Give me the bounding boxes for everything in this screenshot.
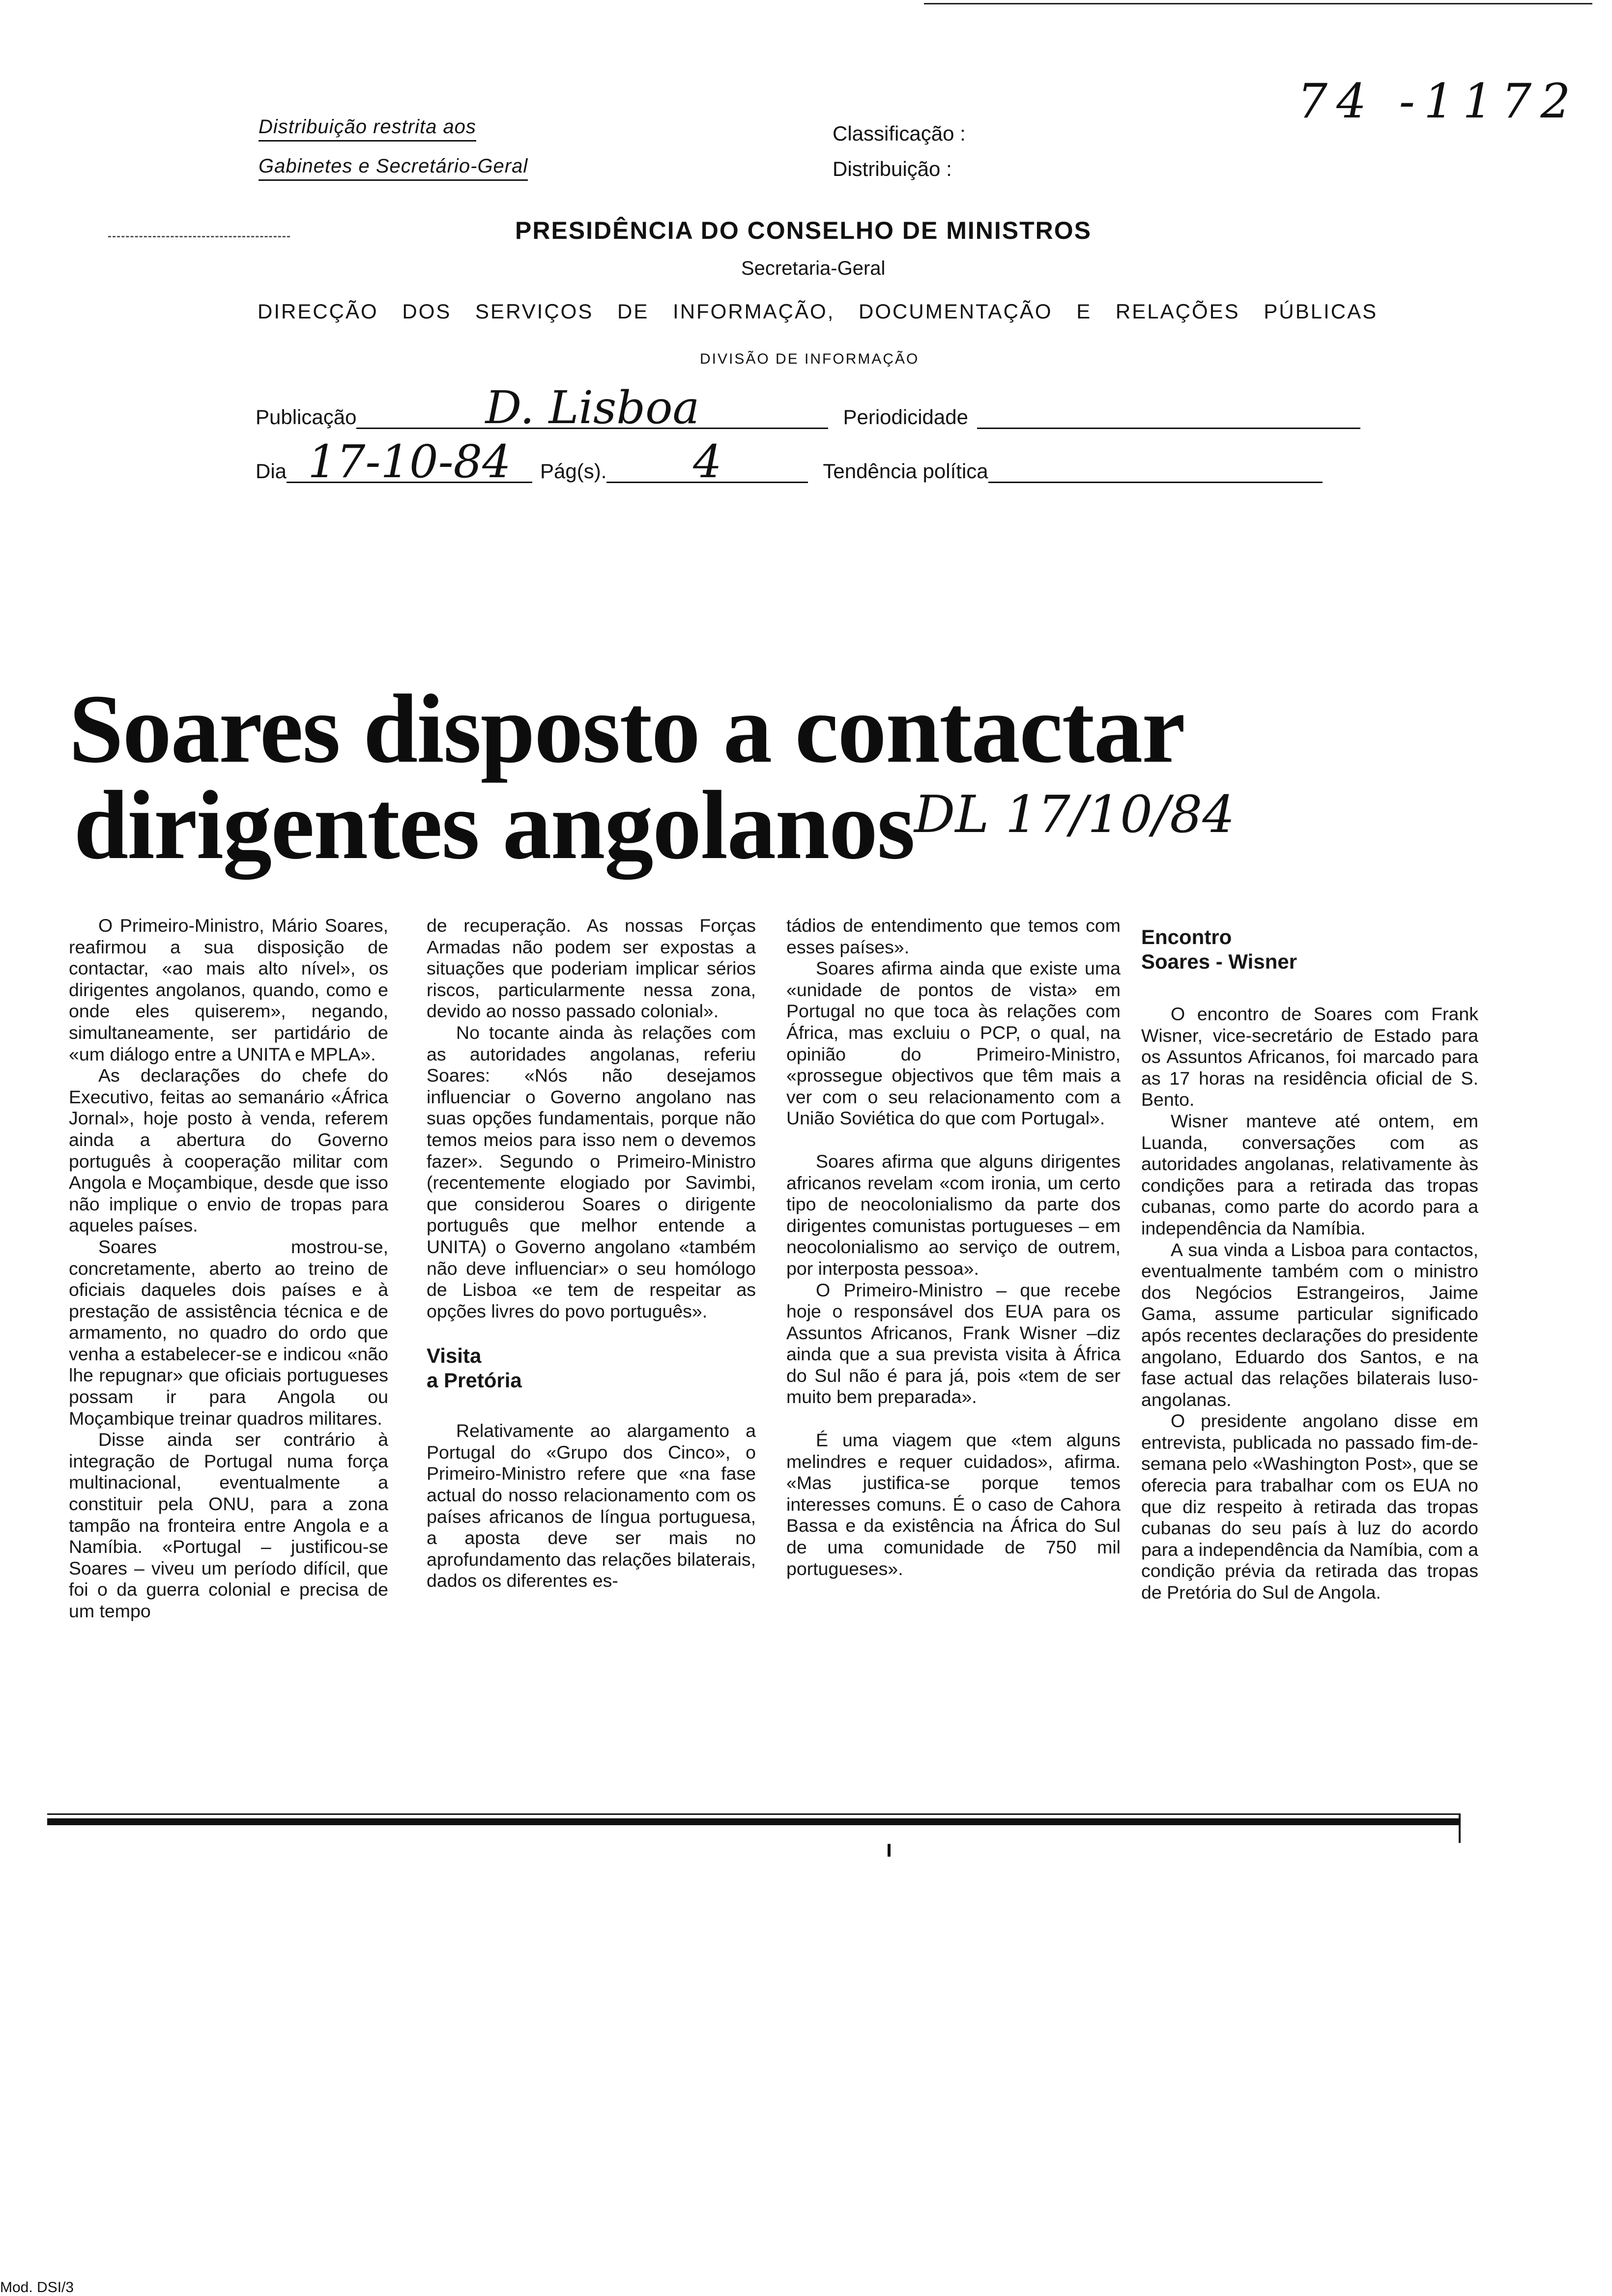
- classification-block: [833, 116, 966, 187]
- publicacao-label: Publicação: [256, 405, 357, 429]
- paragraph: O Primeiro-Ministro, Mário Soares, reafirmou a sua disposição de contactar, «ao mais alto nível», os dirigentes angolanos, quando, como e onde eles quiserem», negando, simultaneamente, ser partidário de «um diálogo entre a UNITA e MPLA».: [69, 915, 388, 1064]
- article-headline-line-1: Soares disposto a contactar: [69, 675, 1185, 783]
- periodicidade-label: Periodicidade: [843, 405, 968, 429]
- article-column-1: [69, 915, 388, 1622]
- presidencia-heading: PRESIDÊNCIA DO CONSELHO DE MINISTROS: [515, 217, 1092, 244]
- restricted-line-2: Gabinetes e Secretário-Geral: [259, 155, 528, 181]
- article-headline-line-2: dirigentes angolanos: [74, 771, 915, 880]
- subheading-visita-pretoria: [427, 1344, 756, 1393]
- paragraph: O encontro de Soares com Frank Wisner, vice-secretário de Estado para os Assuntos Africanos, foi marcado para as 17 horas na residência oficial de S. Bento.: [1141, 1004, 1478, 1110]
- article-column-4: [1141, 925, 1478, 1604]
- paragraph: O Primeiro-Ministro – que recebe hoje o responsável dos EUA para os Assuntos Africanos, Frank Wisner –diz ainda que a sua prevista visita à África do Sul não é para já, pois «tem de ser muito bem preparada».: [786, 1279, 1121, 1407]
- paragraph: Wisner manteve até ontem, em Luanda, conversações com as autoridades angolanas, relativamente às condições para a retirada das tropas cubanas, como parte do acordo para a independência da Namíbia.: [1141, 1110, 1478, 1238]
- tendencia-label: Tendência política: [823, 459, 988, 483]
- paragraph: Disse ainda ser contrário à integração de Portugal numa força multinacional, eventualmente a constituir pela ONU, para a zona tampão na fronteira entre Angola e a Namíbia. «Portugal – justificou-se Soares – viveu um período difícil, que foi o da guerra colonial e precisa de um tempo: [69, 1429, 388, 1621]
- article-column-2: [427, 915, 756, 1592]
- subheading-line-1: Visita: [427, 1344, 482, 1368]
- dia-label: Dia: [256, 459, 287, 483]
- pag-label: Pág(s).: [540, 459, 607, 483]
- dia-field: [256, 435, 1323, 488]
- secretaria-geral: Secretaria-Geral: [741, 258, 886, 279]
- periodicidade-line: [977, 408, 1360, 429]
- paragraph: As declarações do chefe do Executivo, feitas ao semanário «África Jornal», hoje posto à venda, referem ainda a abertura do Governo português à cooperação militar com Angola e Moçambique, desde que isso não implique o envio de tropas para aqueles países.: [69, 1065, 388, 1236]
- top-border-line: [924, 3, 1592, 4]
- paragraph: A sua vinda a Lisboa para contactos, eventualmente também com o ministro dos Negócios Estrangeiros, Jaime Gama, assume particular significado após recentes declarações do presidente angolano, Eduardo dos Santos, e na fase actual das relações bilaterais luso-angolanas.: [1141, 1239, 1478, 1410]
- tendencia-line: [988, 462, 1323, 483]
- bottom-rule-end: [1459, 1813, 1461, 1843]
- handwritten-date-note: DL 17/10/84: [914, 784, 1235, 844]
- subheading-line-2: Soares - Wisner: [1141, 950, 1297, 973]
- form-code: Mod. DSI/3: [0, 2279, 74, 2296]
- publicacao-value: D. Lisboa: [356, 388, 828, 429]
- paragraph: tádios de entendimento que temos com esses países».: [786, 915, 1121, 957]
- restricted-distribution-note: [259, 116, 528, 195]
- subheading-line-1: Encontro: [1141, 925, 1232, 948]
- paragraph: O presidente angolano disse em entrevista, publicada no passado fim-de-semana pelo «Washington Post», que se oferecia para trabalhar com os EUA no que diz respeito à retirada das tropas cubanas do seu país à luz do acordo para a independência da Namíbia, com a condição prévia da retirada das tropas de Pretória do Sul de Angola.: [1141, 1410, 1478, 1603]
- publicacao-field: [256, 381, 1360, 434]
- dia-value: 17-10-84: [287, 442, 532, 483]
- corner-handwritten-number: 74 -1172: [1297, 74, 1580, 129]
- distribuicao-label: Distribuição :: [833, 157, 952, 180]
- subheading-line-2: a Pretória: [427, 1369, 522, 1392]
- article-column-3: [786, 915, 1121, 1579]
- bottom-rule-thin: [47, 1813, 1461, 1815]
- bottom-rule-thick: [47, 1818, 1461, 1825]
- left-dash-mark: [108, 236, 290, 239]
- paragraph: É uma viagem que «tem alguns melindres e requer cuidados», afirma. «Mas justifica-se porque temos interesses comuns. É o caso de Cahora Bassa e da existência na África do Sul de uma comunidade de 750 mil portugueses».: [786, 1430, 1121, 1579]
- restricted-line-1: Distribuição restrita aos: [259, 116, 476, 142]
- classificacao-label: Classificação :: [833, 122, 966, 145]
- divisao-informacao: DIVISÃO DE INFORMAÇÃO: [700, 351, 920, 367]
- subheading-encontro: [1141, 925, 1478, 974]
- paragraph: No tocante ainda às relações com as autoridades angolanas, referiu Soares: «Nós não desejamos influenciar o Governo angolano nas suas opções fundamentais, porque não temos meios para isso nem o devemos fazer». Segundo o Primeiro-Ministro (recentemente elogiado por Savimbi, que considerou Soares o dirigente português que melhor entende a UNITA) o Governo angolano «também não deve influenciar» o seu homólogo de Lisboa «e tem de respeitar as opções livres do povo português».: [427, 1022, 756, 1321]
- direccao-servicos: DIRECÇÃO DOS SERVIÇOS DE INFORMAÇÃO, DOCUMENTAÇÃO E RELAÇÕES PÚBLICAS: [258, 300, 1378, 323]
- paragraph: Soares mostrou-se, concretamente, aberto ao treino de oficiais daqueles dois países e à prestação de assistência técnica e de armamento, no quadro do ordo que venha a estabelecer-se e indicou «não lhe repugnar» que oficiais portugueses possam ir para Angola ou Moçambique treinar quadros militares.: [69, 1236, 388, 1429]
- pag-value: 4: [606, 442, 808, 483]
- paragraph: de recuperação. As nossas Forças Armadas não podem ser expostas a situações que poderiam implicar sérios riscos, particularmente nessa zona, devido ao nosso passado colonial».: [427, 915, 756, 1022]
- paragraph: Soares afirma que alguns dirigentes africanos revelam «com ironia, um certo tipo de neocolonialismo da parte dos dirigentes comunistas portugueses – em neocolonialismo ao serviço de outrem, por interposta pessoa».: [786, 1150, 1121, 1279]
- paragraph: Relativamente ao alargamento a Portugal do «Grupo dos Cinco», o Primeiro-Ministro refere que «na fase actual do nosso relacionamento com os países africanos de língua portuguesa, a aposta deve ser mais no aprofundamento das relações bilaterais, dados os diferentes es-: [427, 1420, 756, 1591]
- bottom-tick-mark: [888, 1844, 891, 1857]
- paragraph: Soares afirma ainda que existe uma «unidade de pontos de vista» em Portugal no que toca às relações com África, mas excluiu o PCP, o qual, na opinião do Primeiro-Ministro, «prossegue objectivos que têm mais a ver com o seu relacionamento com a União Soviética do que com Portugal».: [786, 958, 1121, 1129]
